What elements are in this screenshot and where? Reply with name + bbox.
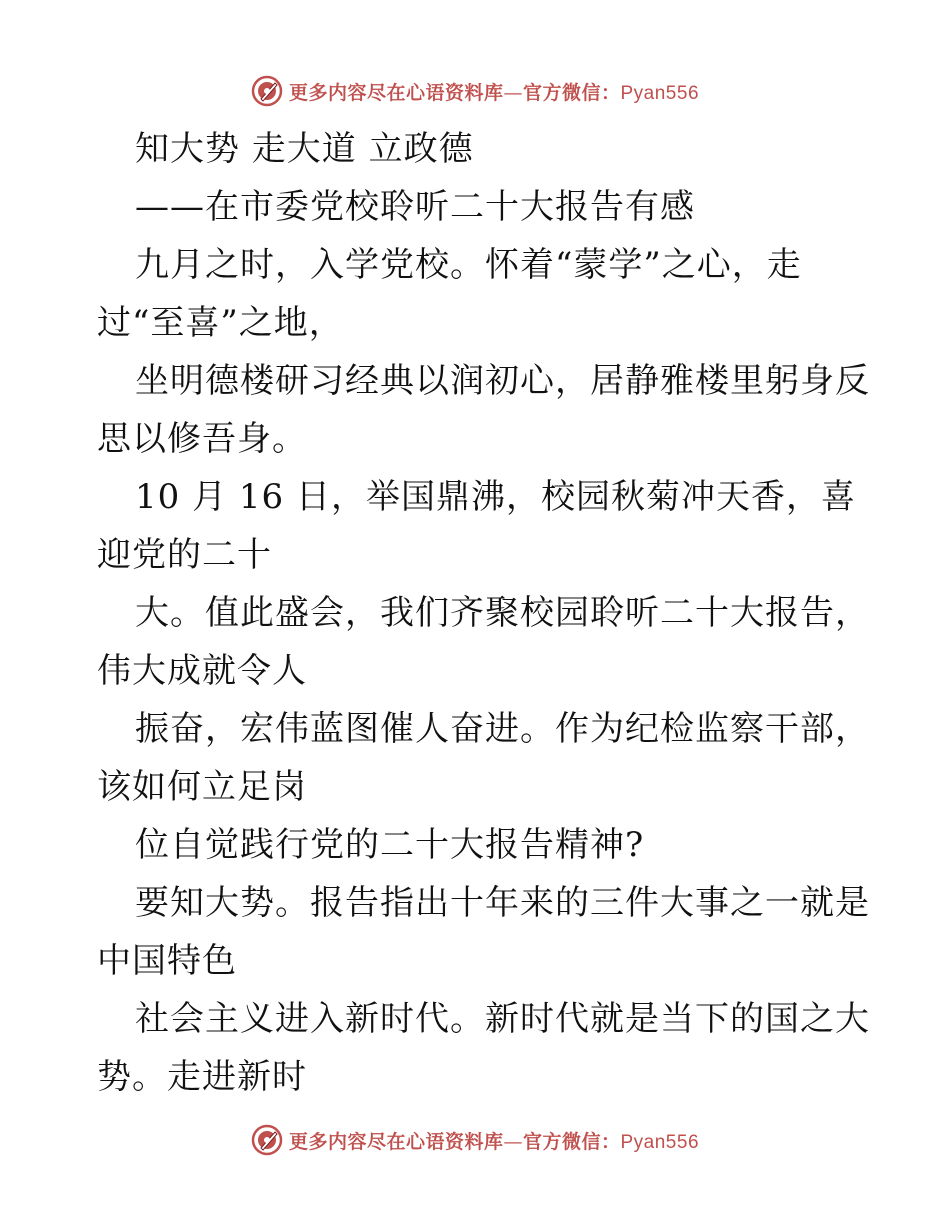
watermark-separator: —	[503, 1130, 523, 1153]
text-line: 要知大势。报告指出十年来的三件大事之一就是	[135, 883, 870, 923]
quill-seal-icon	[251, 1124, 283, 1156]
text-line: 该如何立足岗	[97, 767, 307, 807]
watermark-main: 更多内容尽在心语资料库	[288, 1130, 504, 1153]
document-body	[97, 120, 870, 1106]
text-line: 势。走进新时	[97, 1057, 307, 1097]
quill-seal-icon	[251, 75, 283, 107]
watermark-wechat-label: 官方微信：	[522, 1130, 621, 1153]
text-line: ——在市委党校聆听二十大报告有感	[135, 187, 695, 227]
watermark-text	[289, 1127, 699, 1154]
header-watermark	[0, 71, 950, 111]
text-line: 中国特色	[97, 941, 237, 981]
text-line: 九月之时，入学党校。怀着“蒙学”之心，走	[135, 245, 802, 285]
text-line: 迎党的二十	[97, 535, 272, 575]
text-line: 社会主义进入新时代。新时代就是当下的国之大	[135, 999, 870, 1039]
text-line: 坐明德楼研习经典以润初心，居静雅楼里躬身反	[135, 361, 870, 401]
text-line: 位自觉践行党的二十大报告精神?	[135, 825, 645, 865]
watermark-wechat-label: 官方微信：	[522, 81, 621, 104]
text-line: 伟大成就令人	[97, 651, 307, 691]
watermark-text	[289, 78, 699, 105]
watermark-main: 更多内容尽在心语资料库	[288, 81, 504, 104]
text-line: 10 月 16 日，举国鼎沸，校园秋菊冲天香，喜	[135, 477, 856, 517]
watermark-wechat-id: Pyan556	[620, 82, 700, 104]
watermark-separator: —	[503, 81, 523, 104]
text-line: 振奋，宏伟蓝图催人奋进。作为纪检监察干部，	[135, 709, 870, 749]
text-line: 过“至喜”之地，	[97, 303, 344, 343]
text-line: 大。值此盛会，我们齐聚校园聆听二十大报告，	[135, 593, 870, 633]
text-line: 知大势 走大道 立政德	[135, 129, 474, 169]
watermark-wechat-id: Pyan556	[620, 1131, 700, 1153]
text-line: 思以修吾身。	[97, 419, 307, 459]
footer-watermark	[0, 1120, 950, 1160]
